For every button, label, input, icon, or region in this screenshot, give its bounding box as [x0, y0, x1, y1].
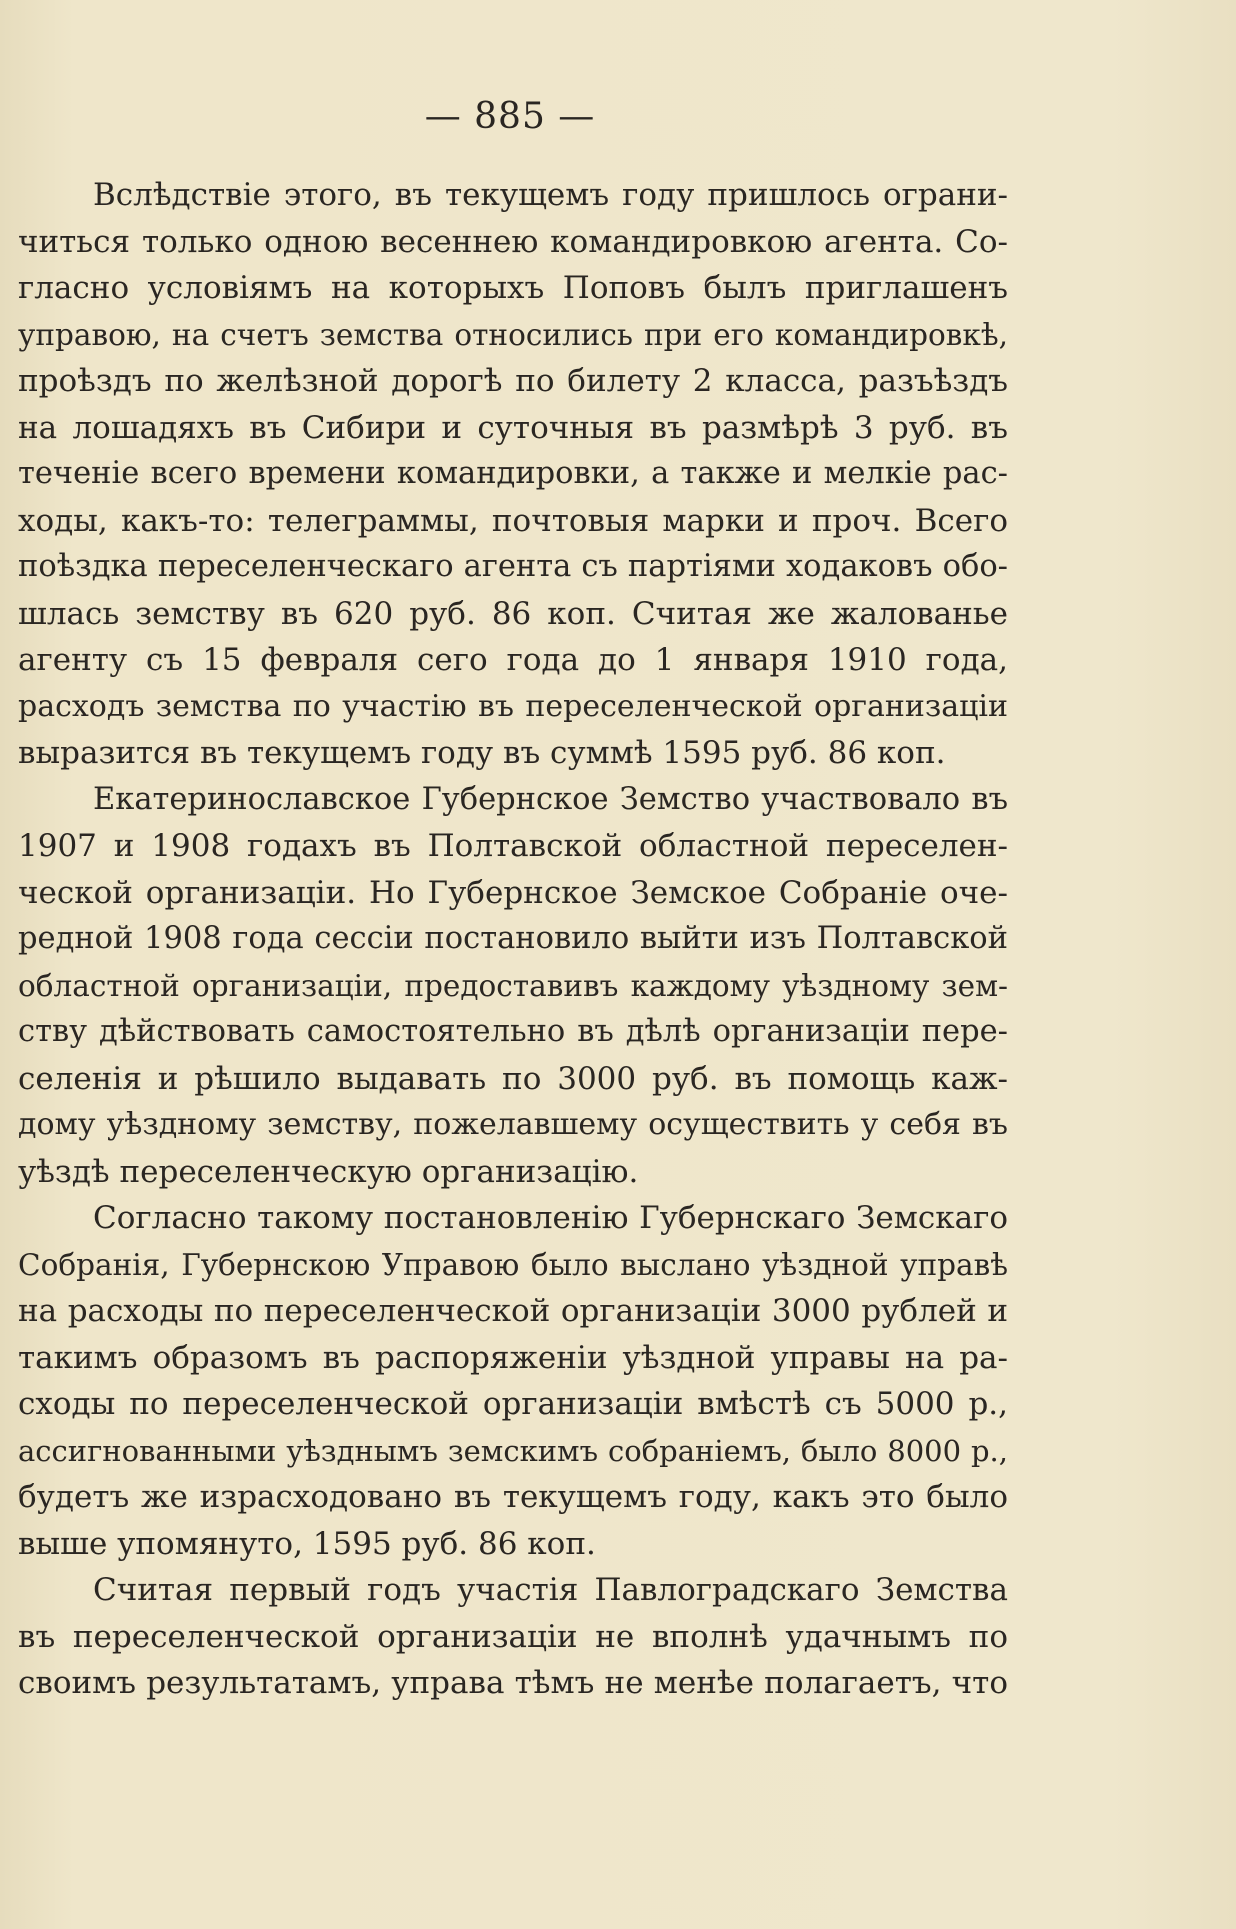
- text-line: будетъ же израсходовано въ текущемъ году, какъ это было: [18, 1479, 1008, 1515]
- text-line: поѣздка переселенческаго агента съ партіями ходаковъ обо-: [18, 549, 1008, 584]
- text-line: своимъ результатамъ, управа тѣмъ не менѣе полагаетъ, что: [18, 1665, 1008, 1701]
- text-line: селенія и рѣшило выдавать по 3000 руб. въ помощь каж-: [18, 1060, 1008, 1097]
- text-line: Собранія, Губернскою Управою было выслано уѣздной управѣ: [18, 1247, 1008, 1282]
- text-line: шлась земству въ 620 руб. 86 коп. Считая же жалованье: [18, 595, 1008, 632]
- text-line: выше упомянуто, 1595 руб. 86 коп.: [18, 1525, 596, 1562]
- text-line: ству дѣйствовать самостоятельно въ дѣлѣ организаціи пере-: [18, 1014, 1008, 1049]
- text-line: сходы по переселенческой организаціи вмѣстѣ съ 5000 р.,: [18, 1386, 1008, 1422]
- text-line: ассигнованными уѣзднымъ земскимъ собраніемъ, было 8000 р.,: [18, 1433, 1008, 1468]
- page-number: — 885 —: [424, 96, 596, 137]
- text-line: агенту съ 15 февраля сего года до 1 января 1910 года,: [18, 642, 1008, 678]
- text-line: уѣздѣ переселенческую организацію.: [18, 1153, 639, 1190]
- text-line: дому уѣздному земству, пожелавшему осуществить у себя въ: [18, 1107, 1008, 1142]
- text-line: областной организаціи, предоставивъ каждому уѣздному зем-: [18, 968, 1008, 1003]
- body-text: [18, 172, 1008, 1707]
- text-line: выразится въ текущемъ году въ суммѣ 1595 руб. 86 коп.: [18, 735, 946, 771]
- text-line: проѣздъ по желѣзной дорогѣ по билету 2 класса, разъѣздъ: [18, 363, 1008, 399]
- text-line: расходъ земства по участію въ переселенческой организаціи: [18, 688, 1008, 724]
- text-line: Екатеринославское Губернское Земство участвовало въ: [93, 781, 1008, 817]
- text-line: въ переселенческой организаціи не вполнѣ удачнымъ по: [18, 1618, 1008, 1655]
- text-line: читься только одною весеннею командировкою агента. Со-: [18, 223, 1008, 260]
- text-line: ческой организаціи. Но Губернское Земское Собраніе оче-: [18, 874, 1008, 911]
- text-line: теченіе всего времени командировки, а также и мелкіе рас-: [18, 456, 1008, 491]
- text-line: на расходы по переселенческой организаціи 3000 рублей и: [18, 1293, 1008, 1329]
- text-line: на лошадяхъ въ Сибири и суточныя въ размѣрѣ 3 руб. въ: [18, 409, 1008, 446]
- text-line: Согласно такому постановленію Губернскаго Земскаго: [93, 1200, 1008, 1236]
- text-line: ходы, какъ-то: телеграммы, почтовыя марки и проч. Всего: [18, 502, 1008, 539]
- text-line: Считая первый годъ участія Павлоградскаго Земства: [93, 1572, 1008, 1608]
- text-line: редной 1908 года сессіи постановило выйти изъ Полтавской: [18, 921, 1008, 956]
- text-line: такимъ образомъ въ распоряженіи уѣздной управы на ра-: [18, 1339, 1008, 1376]
- text-line: гласно условіямъ на которыхъ Поповъ былъ приглашенъ: [18, 270, 1008, 306]
- text-line: 1907 и 1908 годахъ въ Полтавской областной переселен-: [18, 828, 1008, 864]
- text-line: управою, на счетъ земства относились при его командировкѣ,: [18, 317, 1008, 352]
- text-line: Вслѣдствіе этого, въ текущемъ году пришлось ограни-: [93, 177, 1008, 213]
